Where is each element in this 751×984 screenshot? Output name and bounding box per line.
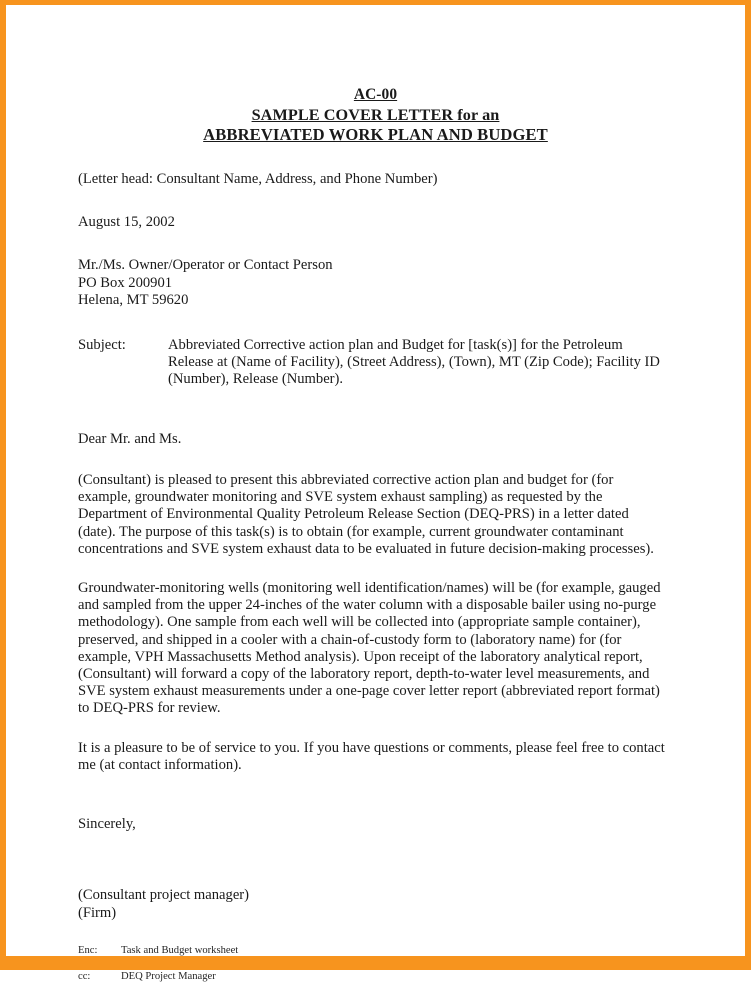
enclosure-value: Task and Budget worksheet: [121, 945, 239, 957]
letterhead-placeholder: (Letter head: Consultant Name, Address, and Phone Number): [78, 171, 438, 187]
subject-line-3: (Number), Release (Number).: [168, 371, 344, 388]
body-paragraph-3: It is a pleasure to be of service to you. If you have questions or comments, please feel free to contact me (at contact information).: [78, 739, 665, 773]
enclosure-row: [78, 944, 673, 958]
form-code-title: [78, 85, 673, 105]
document-subtitle-line-2: [78, 125, 673, 145]
document-title-block: [78, 5, 673, 145]
signer-title: (Consultant project manager): [78, 887, 250, 904]
cc-label: cc:: [78, 971, 91, 983]
document-subtitle-text-2: ABBREVIATED WORK PLAN AND BUDGET: [203, 125, 548, 144]
recipient-street: PO Box 200901: [78, 274, 173, 291]
salutation: Dear Mr. and Ms.: [78, 430, 182, 447]
signer-firm: (Firm): [78, 904, 117, 921]
subject-block: [78, 337, 673, 389]
document-page: [6, 5, 745, 983]
document-subtitle-text-1: SAMPLE COVER LETTER for an: [251, 106, 500, 124]
form-code-text: AC-00: [353, 86, 398, 103]
recipient-address-block: [78, 257, 673, 309]
subject-line-2: Release at (Name of Facility), (Street Address), (Town), MT (Zip Code); Facility ID: [168, 354, 660, 371]
closing-salutation: Sincerely,: [78, 816, 136, 833]
subject-label: Subject:: [78, 336, 126, 353]
enclosure-label: Enc:: [78, 945, 98, 957]
subject-line-1: Abbreviated Corrective action plan and Budget for [task(s)] for the Petroleum: [168, 336, 623, 353]
document-subtitle-line-1: [78, 105, 673, 125]
enclosure-block: [78, 944, 673, 984]
recipient-city-state-zip: Helena, MT 59620: [78, 292, 189, 309]
body-paragraph-1: (Consultant) is pleased to present this abbreviated corrective action plan and budget for (for example, groundwater monitoring and SVE system exhaust sampling) as requested by the Department of Environmental Quality Petroleum Release Section (DEQ-PRS) in a letter dated (date). The purpose of this task(s) is to obtain (for example, current groundwater contaminant concentrations and SVE system exhaust data to be evaluated in future decision-making processes).: [78, 472, 654, 557]
letter-date: August 15, 2002: [78, 214, 175, 231]
signature-block: [78, 887, 673, 922]
cc-value: DEQ Project Manager: [121, 971, 216, 983]
body-paragraph-2: Groundwater-monitoring wells (monitoring well identification/names) will be (for example, gauged and sampled from the upper 24-inches of the water column with a disposable bailer using no-purge methodology). One sample from each well will be collected into (appropriate sample container), preserved, and shipped in a cooler with a chain-of-custody form to (laboratory name) for (for example, VPH Massachusetts Method analysis). Upon receipt of the laboratory analytical report, (Consultant) will forward a copy of the laboratory report, depth-to-water level measurements, and SVE system exhaust measurements under a one-page cover letter report (abbreviated report format) to DEQ-PRS for review.: [78, 580, 661, 717]
cc-row: [78, 970, 673, 984]
subject-value: [168, 337, 663, 389]
recipient-name: Mr./Ms. Owner/Operator or Contact Person: [78, 257, 333, 274]
